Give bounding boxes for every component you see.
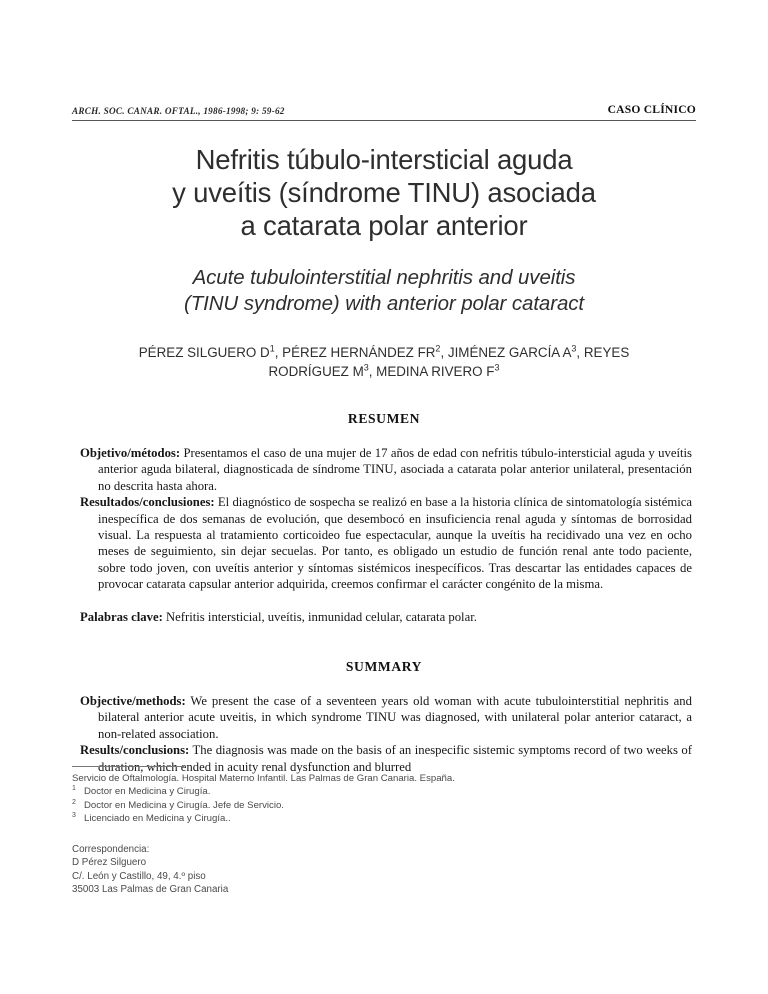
resumen-heading: RESUMEN <box>347 411 421 426</box>
correspondence-block <box>72 843 632 897</box>
journal-citation: ARCH. SOC. CANAR. OFTAL., 1986-1998; 9: 59-62 <box>72 106 285 116</box>
summary-heading: SUMMARY <box>345 659 423 675</box>
resumen-resultados-text: El diagnóstico de sospecha se realizó en base a la historia clínica de sintomatología sistémica inespecífica de dos semanas de evolución, que desembocó en insuficiencia renal aguda y síntomas de borrosidad visual. La respuesta al tratamiento corticoideo fue espectacular, aunque la uveítis ha recidivado una vez en ocho meses de seguimiento, sin dejar secuelas. Por tanto, es obligado un estudio de función renal ante todo paciente, sobre todo joven, con uveítis anterior y síntomas sistémicos inespecíficos. Tras descartar las entidades capaces de provocar catarata capsular anterior adquirida, creemos confirmar el carácter congénito de la misma. <box>98 495 692 592</box>
correspondence-name: D Pérez Silguero <box>72 857 147 869</box>
author-5-name: , MEDINA RIVERO F <box>368 364 495 379</box>
summary-results-label: Results/conclusions: <box>80 743 190 758</box>
title-es-line-3: a catarata polar anterior <box>240 210 528 241</box>
correspondence-city: 35003 Las Palmas de Gran Canaria <box>72 884 229 896</box>
footnote-item: 1 Doctor en Medicina y Cirugía. <box>72 785 211 798</box>
resumen-objetivo-paragraph <box>80 445 692 494</box>
footnote-block <box>72 766 632 897</box>
author-3-name: , JIMÉNEZ GARCÍA A <box>440 345 572 360</box>
title-en-line-1: Acute tubulointerstitial nephritis and uveitis <box>192 266 576 289</box>
footnote-affiliation: Servicio de Oftalmología. Hospital Materno Infantil. Las Palmas de Gran Canaria. España. <box>72 773 455 784</box>
page-title <box>72 143 696 242</box>
author-3-affiliation-marker: 3 <box>571 343 577 354</box>
footnote-rule <box>72 766 184 767</box>
footnote-item: 2 Doctor en Medicina y Cirugía. Jefe de Servicio. <box>72 798 284 811</box>
author-5-affiliation-marker: 3 <box>494 362 500 373</box>
keywords-text: Nefritis intersticial, uveítis, inmunidad celular, catarata polar. <box>162 609 477 624</box>
keywords-paragraph <box>80 609 692 625</box>
footnote-text: Doctor en Medicina y Cirugía. <box>84 786 211 798</box>
author-1-name: PÉREZ SILGUERO D <box>138 345 270 360</box>
title-es-line-2: y uveítis (síndrome TINU) asociada <box>172 177 596 208</box>
author-4-name-part: , REYES <box>576 345 630 360</box>
footnote-text: Doctor en Medicina y Cirugía. Jefe de Servicio. <box>84 799 284 811</box>
resumen-objetivo-label: Objetivo/métodos: <box>80 446 181 460</box>
subtitle-english <box>72 265 696 317</box>
author-2-affiliation-marker: 2 <box>435 343 441 354</box>
resumen-objetivo-text: Presentamos el caso de una mujer de 17 años de edad con nefritis túbulo-intersticial aguda y uveítis anterior aguda bilateral, diagnosticada de síndrome TINU, asociada a catarata polar anterior unilateral, presentación no descrita hasta ahora. <box>98 446 692 493</box>
summary-objective-label: Objective/methods: <box>80 694 186 709</box>
author-4-name-rest: RODRÍGUEZ M <box>268 364 364 379</box>
author-2-name: , PÉREZ HERNÁNDEZ FR <box>274 345 436 360</box>
summary-body <box>72 693 696 775</box>
resumen-body <box>72 445 696 625</box>
author-1-affiliation-marker: 1 <box>269 343 275 354</box>
summary-section <box>72 659 696 775</box>
title-es-line-1: Nefritis túbulo-intersticial aguda <box>195 144 573 175</box>
author-list <box>72 343 696 381</box>
resumen-resultados-label: Resultados/conclusiones: <box>80 495 215 510</box>
resumen-section <box>72 411 696 625</box>
summary-objective-text: We present the case of a seventeen years old woman with acute tubulointerstitial nephritis and bilateral anterior acute uveitis, in which syndrome TINU was diagnosed, with unilateral polar anterior cataract, a non-related association. <box>98 694 692 741</box>
summary-results-text: The diagnosis was made on the basis of an inespecific sistemic symptoms record of two weeks of duration, which ended in acuity renal dysfunction and blurred <box>98 743 692 774</box>
footnote-item: 3 Licenciado en Medicina y Cirugía.. <box>72 812 231 825</box>
article-category: CASO CLÍNICO <box>607 103 696 116</box>
correspondence-street: C/. León y Castillo, 49, 4.º piso <box>72 870 206 882</box>
resumen-resultados-paragraph <box>80 494 692 592</box>
running-head <box>72 0 696 121</box>
keywords-label: Palabras clave: <box>80 609 163 624</box>
footnote-text: Licenciado en Medicina y Cirugía.. <box>84 813 231 825</box>
correspondence-heading: Correspondencia: <box>72 843 150 855</box>
title-en-line-2: (TINU syndrome) with anterior polar cataract <box>183 292 585 315</box>
summary-objective-paragraph <box>80 693 692 742</box>
author-4-affiliation-marker: 3 <box>363 362 369 373</box>
